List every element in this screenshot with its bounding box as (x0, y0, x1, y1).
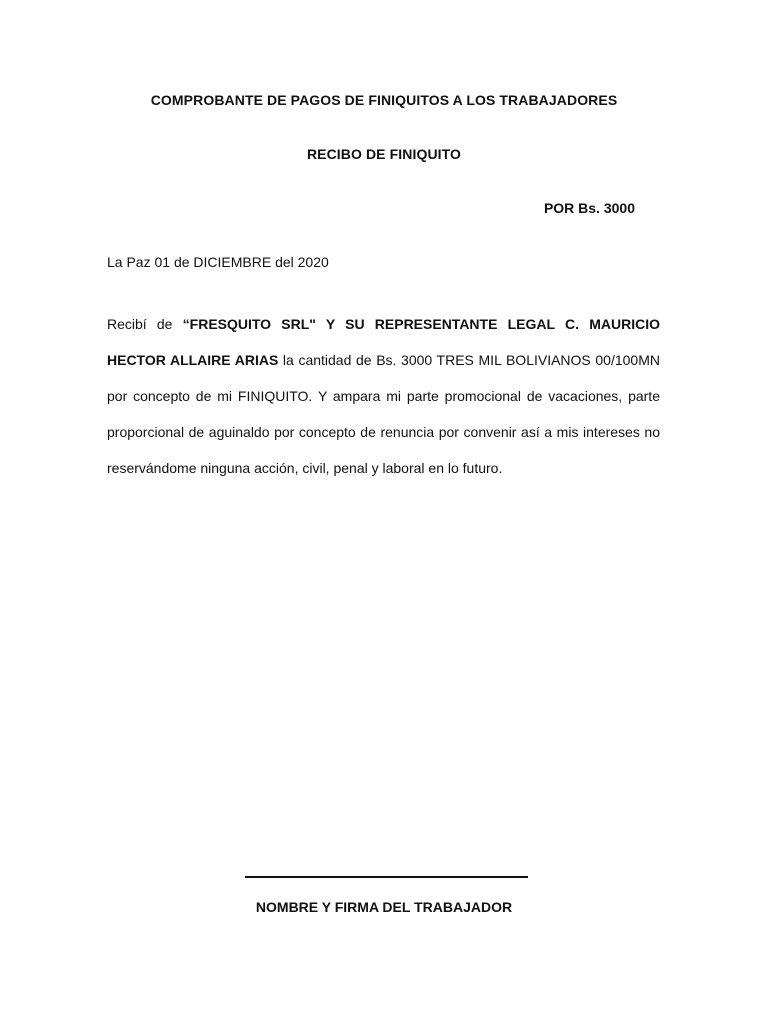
signature-label: NOMBRE Y FIRMA DEL TRABAJADOR (255, 899, 513, 915)
signature-line (245, 876, 528, 878)
date-line: La Paz 01 de DICIEMBRE del 2020 (107, 254, 329, 270)
page-subtitle: RECIBO DE FINIQUITO (306, 146, 462, 162)
body-rest: la cantidad de Bs. 3000 TRES MIL BOLIVIANOS 00/100MN por concepto de mi FINIQUITO. Y ampara mi parte promocional de vacaciones, parte proporcional de aguinaldo por concepto de renuncia por convenir así a mis intereses no reservándome ninguna acción, civil, penal y laboral en lo futuro. (107, 352, 660, 476)
body-intro: Recibí de (107, 316, 183, 332)
body-company-name: “FRESQUITO SRL" Y SU REPRESENTANTE LEGAL C. MAURICIO HECTOR ALLAIRE ARIAS (107, 316, 660, 368)
page-title: COMPROBANTE DE PAGOS DE FINIQUITOS A LOS TRABAJADORES (150, 92, 618, 108)
amount-label: POR Bs. 3000 (543, 200, 635, 216)
receipt-body-paragraph (107, 306, 660, 486)
